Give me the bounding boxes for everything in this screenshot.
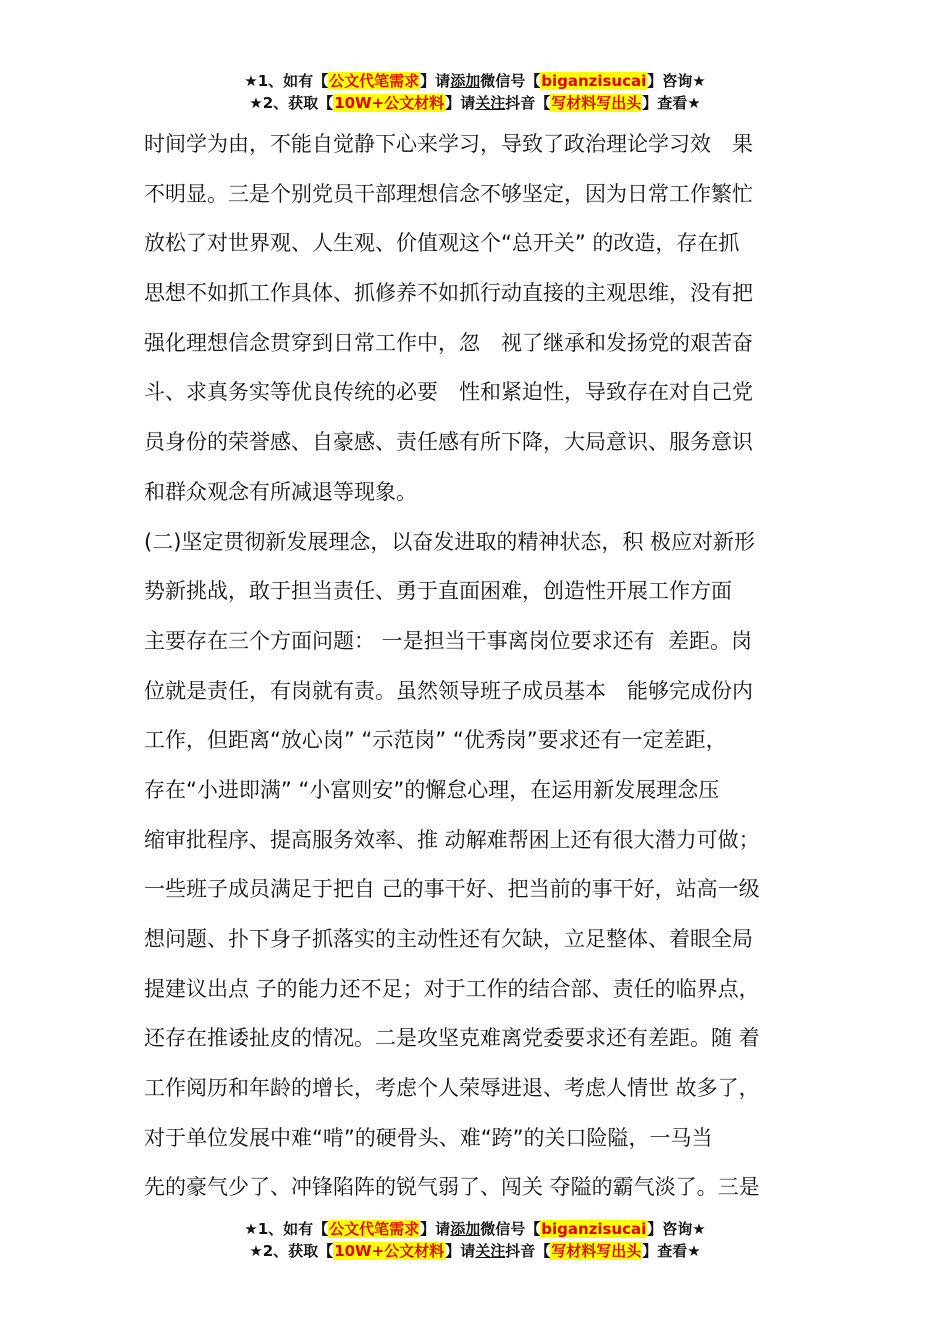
header-line-1-underlined: 添加	[450, 72, 481, 90]
header-line-2-highlight-materials: 10W+公文材料	[334, 94, 445, 112]
body-line: 放松了对世界观、人生观、价值观这个“总开关” 的改造，存在抓	[144, 231, 740, 256]
body-line: 强化理想信念贯穿到日常工作中，忽 视了继承和发扬党的艰苦奋	[144, 330, 753, 355]
header-line-2-prefix: ★2、获取【	[249, 94, 334, 112]
header-line-1-text-2: 微信号【	[480, 72, 541, 90]
header-line-1-highlight-service: 公文代笔需求	[329, 72, 420, 90]
header-line-1-text: 】请	[420, 72, 451, 90]
body-line: 先的豪气少了、冲锋陷阵的锐气弱了、闯关 夺隘的霸气淡了。三是	[144, 1175, 760, 1200]
body-line: 缩审批程序、提高服务效率、推 动解难帮困上还有很大潜力可做；	[144, 827, 760, 852]
footer-line-1-highlight-wechat: biganzisucai	[541, 1220, 647, 1238]
body-line: 工作阅历和年龄的增长，考虑个人荣辱进退、考虑人情世 故多了，	[144, 1076, 760, 1101]
footer-line-1-text-2: 微信号【	[480, 1220, 541, 1238]
footer-line-2-suffix: 】查看★	[642, 1242, 701, 1260]
body-line: 对于单位发展中难“啃”的硬骨头、难“跨”的关口险隘，一马当	[144, 1125, 713, 1150]
header-banner	[0, 70, 950, 114]
footer-line-2-text-2: 抖音【	[505, 1242, 551, 1260]
body-line: 时间学为由，不能自觉静下心来学习，导致了政治理论学习效 果	[144, 132, 753, 156]
footer-banner	[0, 1218, 950, 1262]
body-line: 工作，但距离“放心岗” “示范岗” “优秀岗”要求还有一定差距，	[144, 728, 727, 753]
body-line: 不明显。三是个别党员干部理想信念不够坚定，因为日常工作繁忙	[144, 181, 753, 206]
footer-line-2-highlight-materials: 10W+公文材料	[334, 1242, 445, 1260]
body-line: 提建议出点 子的能力还不足；对于工作的结合部、责任的临界点，	[144, 976, 760, 1001]
footer-line-2-highlight-douyin: 写材料写出头	[551, 1242, 642, 1260]
header-line-2-text-2: 抖音【	[505, 94, 551, 112]
section-heading: 势新挑战，敢于担当责任、勇于直面困难，创造性开展工作方面	[144, 579, 732, 604]
header-line-2-underlined: 关注	[475, 94, 506, 112]
body-line: 存在“小进即满” “小富则安”的懈怠心理，在运用新发展理念压	[144, 777, 720, 802]
body-line: 想问题、扑下身子抓落实的主动性还有欠缺，立足整体、着眼全局	[144, 927, 753, 951]
header-line-2-suffix: 】查看★	[642, 94, 701, 112]
body-line: 还存在推诿扯皮的情况。二是攻坚克难离党委要求还有差距。随 着	[144, 1026, 760, 1051]
section-heading: (二)坚定贯彻新发展理念，以奋发进取的精神状态，积 极应对新形	[144, 529, 756, 554]
footer-line-2	[0, 1240, 950, 1262]
header-line-2-highlight-douyin: 写材料写出头	[551, 94, 642, 112]
footer-line-1-highlight-service: 公文代笔需求	[329, 1220, 420, 1238]
header-line-1	[0, 70, 950, 92]
body-line: 主要存在三个方面问题： 一是担当干事离岗位要求还有 差距。岗	[144, 628, 753, 653]
footer-line-2-text: 】请	[445, 1242, 476, 1260]
footer-line-2-underlined: 关注	[475, 1242, 506, 1260]
footer-line-1-suffix: 】咨询★	[647, 1220, 706, 1238]
footer-line-2-prefix: ★2、获取【	[249, 1242, 334, 1260]
footer-line-1-prefix: ★1、如有【	[244, 1220, 329, 1238]
body-line: 位就是责任，有岗就有责。虽然领导班子成员基本 能够完成份内	[144, 678, 753, 703]
footer-line-1-underlined: 添加	[450, 1220, 481, 1238]
header-line-1-prefix: ★1、如有【	[244, 72, 329, 90]
body-line: 和群众观念有所减退等现象。	[144, 479, 417, 504]
header-line-1-suffix: 】咨询★	[647, 72, 706, 90]
header-line-2	[0, 92, 950, 114]
body-line: 斗、求真务实等优良传统的必要 性和紧迫性，导致存在对自己党	[144, 380, 753, 405]
footer-line-1	[0, 1218, 950, 1240]
document-body	[144, 120, 844, 1213]
header-line-2-text: 】请	[445, 94, 476, 112]
header-line-1-highlight-wechat: biganzisucai	[541, 72, 647, 90]
body-line: 员身份的荣誉感、自豪感、责任感有所下降，大局意识、服务意识	[144, 430, 753, 455]
body-line: 一些班子成员满足于把自 己的事干好、把当前的事干好，站高一级	[144, 877, 760, 902]
footer-line-1-text: 】请	[420, 1220, 451, 1238]
body-line: 思想不如抓工作具体、抓修养不如抓行动直接的主观思维，没有把	[144, 281, 753, 306]
